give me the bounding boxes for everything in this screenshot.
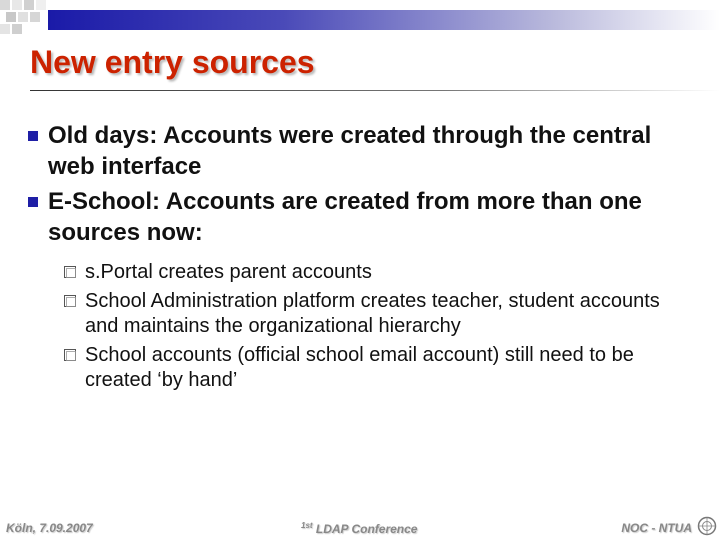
header-band	[48, 10, 720, 30]
sub-bullet-text: School accounts (official school email account) still need to be created ‘by hand’	[85, 344, 634, 391]
footer-conference-text: LDAP Conference	[312, 522, 418, 536]
title-divider	[30, 90, 720, 91]
footer-organization: NOC - NTUA	[621, 521, 692, 535]
footer-date: Köln, 7.09.2007	[6, 521, 93, 535]
checkbox-bullet-icon	[64, 295, 76, 307]
bullet-item	[0, 186, 698, 248]
sub-bullet-text: School Administration platform creates teacher, student accounts and maintains the organizational hierarchy	[85, 290, 660, 337]
square-bullet-icon	[28, 197, 38, 207]
organization-logo-icon	[697, 516, 717, 536]
checkbox-bullet-icon	[64, 349, 76, 361]
bullet-text: E-School: Accounts are created from more than one sources now:	[48, 188, 642, 246]
slide-content	[0, 120, 720, 397]
sub-bullet-text: s.Portal creates parent accounts	[85, 261, 372, 283]
sub-bullet-item	[0, 289, 680, 339]
footer-ordinal: 1st	[301, 521, 313, 530]
bullet-text: Old days: Accounts were created through the central web interface	[48, 122, 652, 180]
sub-bullet-item	[0, 260, 680, 285]
bullet-item	[0, 120, 698, 182]
square-bullet-icon	[28, 131, 38, 141]
footer-conference	[301, 521, 417, 536]
sub-bullet-item	[0, 343, 680, 393]
slide-title: New entry sources	[30, 44, 315, 80]
sub-bullet-list	[0, 260, 720, 393]
checkbox-bullet-icon	[64, 266, 76, 278]
